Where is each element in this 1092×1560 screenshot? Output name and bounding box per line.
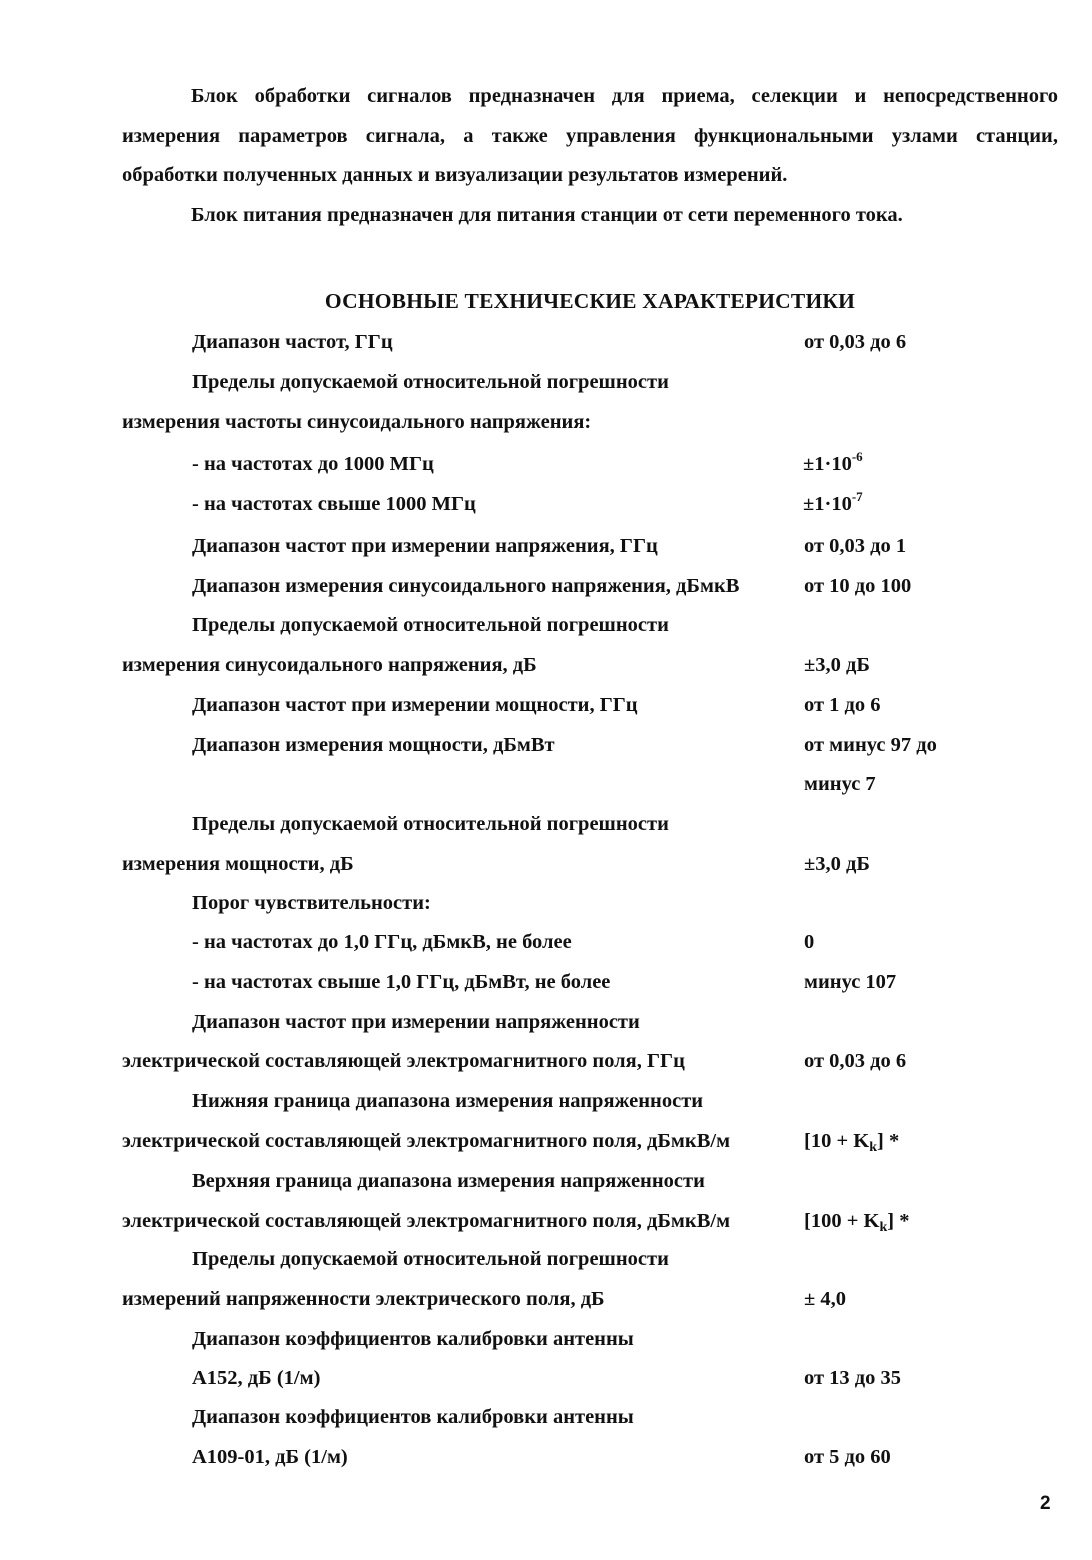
intro-line: измерения параметров сигнала, а также управления функциональными узлами станции, bbox=[122, 124, 1058, 147]
spec-value: от 0,03 до 6 bbox=[804, 331, 907, 353]
spec-label: А152, дБ (1/м) bbox=[192, 1367, 321, 1389]
spec-label: Диапазон частот при измерении напряжения, ГГц bbox=[192, 535, 658, 557]
spec-label: Пределы допускаемой относительной погрешности bbox=[192, 614, 669, 636]
spec-value: от 10 до 100 bbox=[804, 575, 912, 597]
spec-label: Диапазон измерения мощности, дБмВт bbox=[192, 734, 555, 756]
spec-value: $[100 + K_k]$ * bbox=[804, 1210, 910, 1235]
spec-label: Порог чувствительности: bbox=[192, 892, 431, 914]
spec-label: Диапазон измерения синусоидального напряжения, дБмкВ bbox=[192, 575, 740, 597]
spec-value: от минус 97 до bbox=[804, 734, 937, 756]
spec-label: Диапазон коэффициентов калибровки антенны bbox=[192, 1406, 634, 1428]
intro-paragraph-2: Блок питания предназначен для питания станции от сети переменного тока. bbox=[191, 204, 903, 226]
spec-label: электрической составляющей электромагнитного поля, дБмкВ/м bbox=[122, 1130, 731, 1152]
intro-paragraph-1 bbox=[122, 84, 1058, 203]
spec-label: Верхняя граница диапазона измерения напряженности bbox=[192, 1170, 705, 1192]
spec-value: от 0,03 до 6 bbox=[804, 1050, 907, 1072]
spec-label: Пределы допускаемой относительной погрешности bbox=[192, 371, 669, 393]
spec-value: от 0,03 до 1 bbox=[804, 535, 907, 557]
spec-label: - на частотах до 1000 МГц bbox=[192, 453, 434, 475]
spec-value: минус 107 bbox=[804, 971, 897, 993]
spec-value: $[10 + K_k]$ * bbox=[804, 1130, 900, 1155]
section-heading: ОСНОВНЫЕ ТЕХНИЧЕСКИЕ ХАРАКТЕРИСТИКИ bbox=[324, 289, 856, 313]
spec-value: ±3,0 дБ bbox=[804, 654, 870, 676]
intro-line: обработки полученных данных и визуализации результатов измерений. bbox=[122, 164, 788, 186]
spec-label: Диапазон коэффициентов калибровки антенны bbox=[192, 1328, 634, 1350]
spec-value: $\pm 1\cdot 10^{-6}$ bbox=[803, 449, 863, 475]
spec-value: ± 4,0 bbox=[804, 1288, 847, 1310]
spec-label: - на частотах свыше 1000 МГц bbox=[192, 493, 476, 515]
page-number: 2 bbox=[1040, 1493, 1051, 1514]
spec-value: минус 7 bbox=[804, 773, 876, 795]
spec-label: измерений напряженности электрического поля, дБ bbox=[122, 1288, 605, 1310]
spec-label: электрической составляющей электромагнитного поля, ГГц bbox=[122, 1050, 685, 1072]
spec-label: электрической составляющей электромагнитного поля, дБмкВ/м bbox=[122, 1210, 731, 1232]
spec-value: от 13 до 35 bbox=[804, 1367, 902, 1389]
spec-label: - на частотах свыше 1,0 ГГц, дБмВт, не более bbox=[192, 971, 611, 993]
spec-label: Диапазон частот, ГГц bbox=[192, 331, 393, 353]
spec-value: от 5 до 60 bbox=[804, 1446, 891, 1468]
spec-label: Диапазон частот при измерении мощности, ГГц bbox=[192, 694, 638, 716]
spec-label: измерения синусоидального напряжения, дБ bbox=[122, 654, 537, 676]
spec-label: Пределы допускаемой относительной погрешности bbox=[192, 1248, 669, 1270]
spec-label: измерения частоты синусоидального напряжения: bbox=[122, 411, 592, 433]
spec-value: 0 bbox=[804, 931, 815, 953]
spec-label: - на частотах до 1,0 ГГц, дБмкВ, не более bbox=[192, 931, 572, 953]
spec-label: Пределы допускаемой относительной погрешности bbox=[192, 813, 669, 835]
spec-label: измерения мощности, дБ bbox=[122, 853, 354, 875]
spec-label: Диапазон частот при измерении напряженности bbox=[192, 1011, 640, 1033]
intro-line: Блок обработки сигналов предназначен для приема, селекции и непосредственного bbox=[191, 85, 1058, 107]
spec-value: $\pm 1\cdot 10^{-7}$ bbox=[803, 489, 863, 515]
spec-value: ±3,0 дБ bbox=[804, 853, 870, 875]
spec-label: А109-01, дБ (1/м) bbox=[192, 1446, 348, 1468]
spec-value: от 1 до 6 bbox=[804, 694, 881, 716]
spec-label: Нижняя граница диапазона измерения напряженности bbox=[192, 1090, 704, 1112]
